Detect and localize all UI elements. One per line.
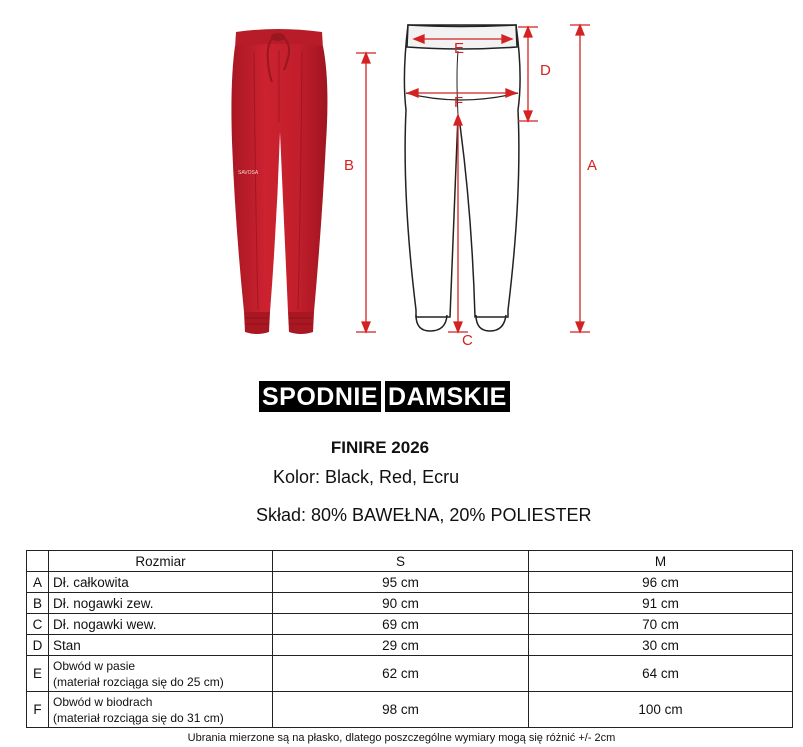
value-m: 70 cm [529, 614, 793, 635]
value-m: 96 cm [529, 572, 793, 593]
pants-measurement-diagram [330, 15, 620, 350]
size-table [26, 550, 793, 728]
colors-line: Kolor: Black, Red, Ecru [273, 467, 460, 487]
value-s: 69 cm [273, 614, 529, 635]
value-m: 30 cm [529, 635, 793, 656]
value-m: 91 cm [529, 593, 793, 614]
table-row [27, 614, 793, 635]
row-letter: B [27, 593, 49, 614]
table-row [27, 692, 793, 728]
label-e: E [454, 40, 465, 57]
table-row [27, 635, 793, 656]
table-row [27, 656, 793, 692]
label-d: D [540, 62, 551, 79]
row-letter: E [27, 656, 49, 692]
label-f: F [454, 94, 464, 111]
row-name-cell [49, 692, 273, 728]
row-note: (materiał rozciąga się do 31 cm) [53, 710, 224, 725]
table-cell [27, 551, 49, 572]
row-name: Obwód w pasie [53, 658, 136, 673]
row-name: Dł. nogawki wew. [49, 614, 273, 635]
product-photo-red-pants [222, 22, 334, 344]
value-m: 100 cm [529, 692, 793, 728]
composition-line: Skład: 80% BAWEŁNA, 20% POLIESTER [256, 505, 592, 525]
table-row [27, 572, 793, 593]
row-name: Dł. całkowita [49, 572, 273, 593]
row-name-cell [49, 656, 273, 692]
label-b: B [344, 157, 355, 174]
value-s: 98 cm [273, 692, 529, 728]
label-c: C [462, 332, 473, 349]
label-a: A [587, 157, 598, 174]
size-header-label: Rozmiar [49, 551, 273, 572]
size-header-s: S [273, 551, 529, 572]
row-letter: C [27, 614, 49, 635]
table-header-row [27, 551, 793, 572]
row-letter: F [27, 692, 49, 728]
measurement-footnote: Ubrania mierzone są na płasko, dlatego poszczególne wymiary mogą się różnić +/- 2cm [187, 732, 616, 744]
row-name: Dł. nogawki zew. [49, 593, 273, 614]
product-title [259, 381, 510, 412]
value-s: 90 cm [273, 593, 529, 614]
title-word-2: DAMSKIE [385, 381, 510, 412]
row-name: Stan [49, 635, 273, 656]
row-note: (materiał rozciąga się do 25 cm) [53, 674, 224, 689]
value-s: 62 cm [273, 656, 529, 692]
value-s: 95 cm [273, 572, 529, 593]
table-row [27, 593, 793, 614]
row-letter: D [27, 635, 49, 656]
row-name: Obwód w biodrach [53, 694, 153, 709]
size-header-m: M [529, 551, 793, 572]
model-name: FINIRE 2026 [330, 438, 430, 457]
value-s: 29 cm [273, 635, 529, 656]
row-letter: A [27, 572, 49, 593]
value-m: 64 cm [529, 656, 793, 692]
brand-tag: SAVOSA [238, 170, 259, 176]
pants-outline [404, 25, 520, 317]
title-word-1: SPODNIE [259, 381, 381, 412]
